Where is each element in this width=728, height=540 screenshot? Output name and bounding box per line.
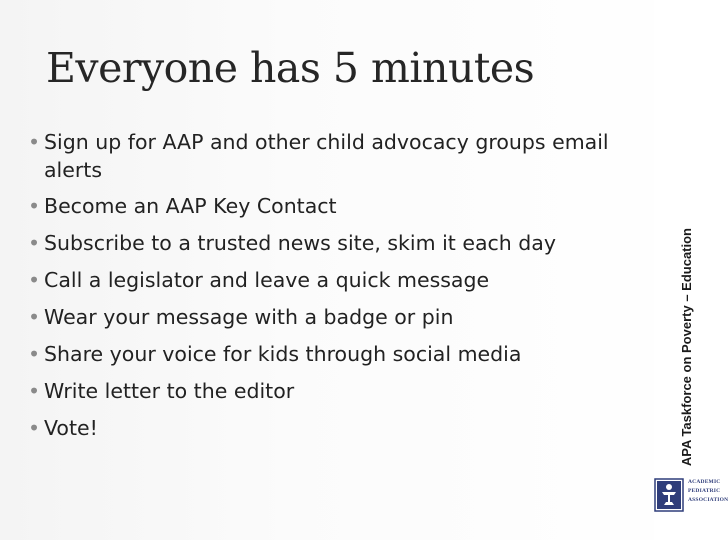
bullet-text: Sign up for AAP and other child advocacy groups email alerts: [44, 130, 609, 182]
academic-pediatric-association-logo: [654, 474, 728, 516]
bullet-list: [28, 124, 658, 447]
bullet-text: Subscribe to a trusted news site, skim it each day: [44, 231, 556, 255]
slide-title: Everyone has 5 minutes: [46, 44, 535, 92]
bullet-item: [28, 128, 654, 184]
bullet-dot-icon: •: [28, 342, 41, 366]
vertical-label: APA Taskforce on Poverty – Education: [678, 227, 694, 466]
logo-text-line: ACADEMIC: [688, 479, 721, 485]
bullet-dot-icon: •: [28, 194, 41, 218]
bullet-text: Share your voice for kids through social media: [44, 342, 522, 366]
bullet-item: [28, 225, 658, 262]
bullet-text: Write letter to the editor: [44, 379, 295, 403]
bullet-text: Wear your message with a badge or pin: [44, 305, 454, 329]
bullet-text: Become an AAP Key Contact: [44, 194, 337, 218]
bullet-item: [28, 299, 658, 336]
vertical-label-container: [660, 0, 712, 470]
bullet-item: [28, 262, 658, 299]
bullet-dot-icon: •: [28, 231, 41, 255]
bullet-item: [28, 188, 658, 225]
bullet-dot-icon: •: [28, 305, 41, 329]
bullet-item: [28, 373, 658, 410]
logo-text-line: ASSOCIATION: [688, 497, 728, 503]
bullet-text: Vote!: [44, 416, 98, 440]
bullet-dot-icon: •: [28, 268, 41, 292]
sidebar: [650, 0, 728, 540]
logo-text-line: PEDIATRIC: [688, 488, 721, 494]
bullet-dot-icon: •: [28, 379, 41, 403]
bullet-text: Call a legislator and leave a quick message: [44, 268, 490, 292]
bullet-item: [28, 410, 658, 447]
bullet-dot-icon: •: [28, 416, 41, 440]
academic-pediatric-association-logo-icon: [654, 478, 684, 512]
bullet-dot-icon: •: [28, 130, 41, 154]
logo-text: [688, 478, 728, 505]
bullet-item: [28, 336, 658, 373]
